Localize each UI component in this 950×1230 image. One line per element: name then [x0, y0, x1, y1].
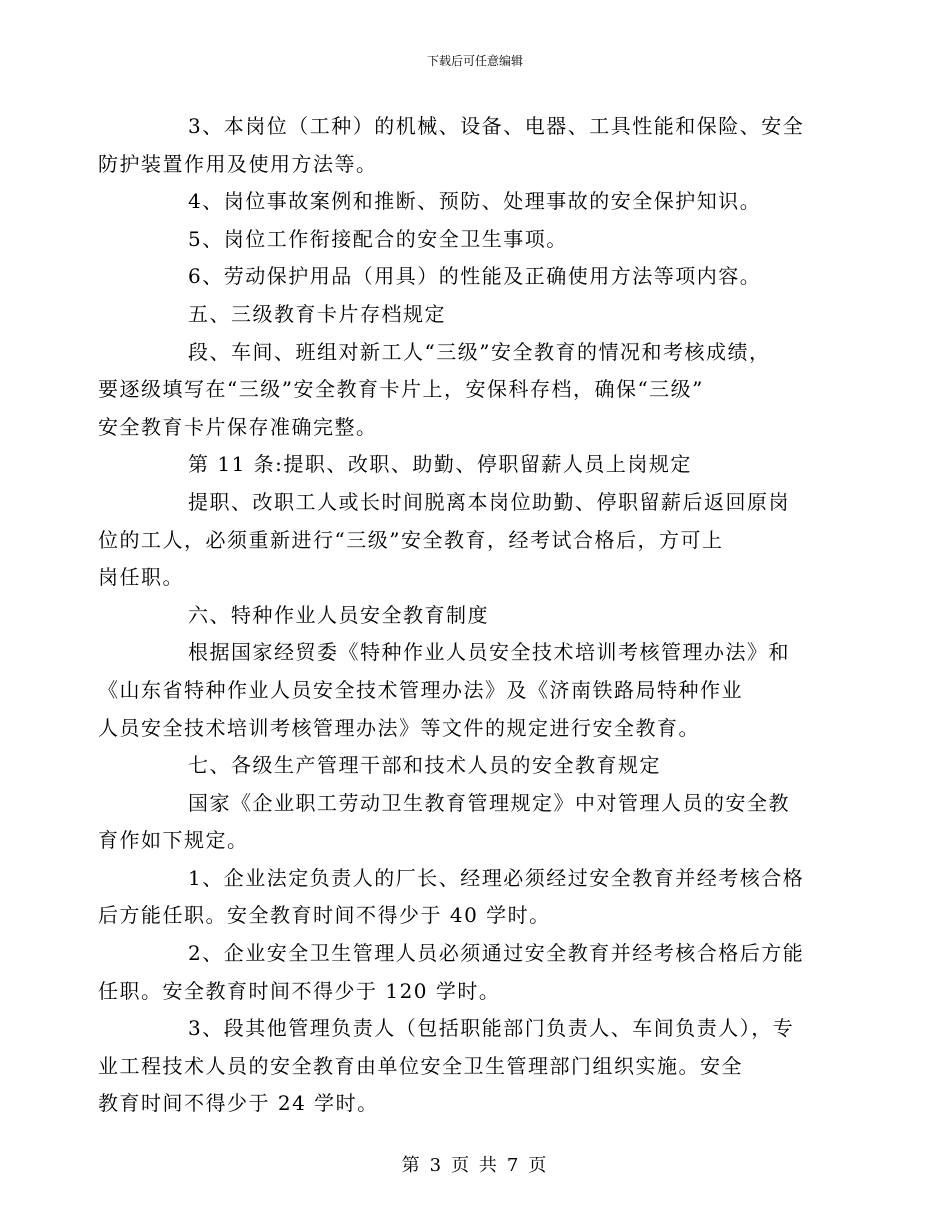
- page-prefix: 第: [401, 1155, 422, 1176]
- page-total: 7: [506, 1155, 521, 1176]
- paragraph: [143, 446, 807, 484]
- paragraph: [98, 935, 807, 1010]
- paragraph-line: 提职、改职工人或长时间脱离本岗位助勤、停职留薪后返回原岗: [188, 489, 790, 514]
- paragraph-line: 3、本岗位（工种）的机械、设备、电器、工具性能和保险、安全: [188, 114, 805, 138]
- paragraph-line: 防护装置作用及使用方法等。: [98, 151, 378, 176]
- paragraph: [98, 334, 807, 447]
- paragraph-line: 《山东省特种作业人员安全技术管理办法》及《济南铁路局特种作业: [98, 677, 743, 702]
- paragraph: [143, 597, 807, 635]
- paragraph-line: 任职。安全教育时间不得少于 120 学时。: [98, 978, 501, 1003]
- paragraph: [98, 108, 807, 183]
- paragraph: [98, 785, 807, 860]
- paragraph-line: 六、特种作业人员安全教育制度: [188, 602, 489, 627]
- paragraph-line: 3、段其他管理负责人（包括职能部门负责人、车间负责人），专: [188, 1016, 795, 1041]
- paragraph-line: 2、企业安全卫生管理人员必须通过安全教育并经考核合格后方能: [188, 941, 805, 966]
- paragraph-line: 业工程技术人员的安全教育由单位安全卫生管理部门组织实施。安全: [98, 1053, 743, 1078]
- paragraph-line: 人员安全技术培训考核管理办法》等文件的规定进行安全教育。: [98, 715, 700, 740]
- page-suffix: 页: [528, 1155, 549, 1176]
- paragraph: [98, 634, 807, 747]
- paragraph-line: 安全教育卡片保存准确完整。: [98, 414, 378, 439]
- paragraph-line: 岗任职。: [98, 565, 184, 590]
- page-middle: 页 共: [451, 1155, 499, 1176]
- paragraph-line: 要逐级填写在“三级”安全教育卡片上，安保科存档，确保“三级”: [98, 377, 704, 402]
- paragraph-line: 第 11 条:提职、改职、助勤、停职留薪人员上岗规定: [188, 452, 692, 477]
- paragraph: [143, 221, 807, 259]
- paragraph: [98, 860, 807, 935]
- paragraph-line: 国家《企业职工劳动卫生教育管理规定》中对管理人员的安全教: [188, 790, 790, 815]
- paragraph-line: 1、企业法定负责人的厂长、经理必须经过安全教育并经考核合格: [188, 865, 805, 890]
- paragraph: [98, 1010, 807, 1123]
- paragraph-line: 五、三级教育卡片存档规定: [188, 301, 446, 326]
- document-body: [98, 108, 807, 1123]
- paragraph: [143, 296, 807, 334]
- paragraph-line: 段、车间、班组对新工人“三级”安全教育的情况和考核成绩，: [188, 339, 771, 364]
- paragraph-line: 育作如下规定。: [98, 828, 249, 853]
- page-number-footer: [0, 1155, 950, 1177]
- paragraph-line: 4、岗位事故案例和推断、预防、处理事故的安全保护知识。: [188, 189, 762, 214]
- paragraph-line: 6、劳动保护用品（用具）的性能及正确使用方法等项内容。: [188, 264, 762, 289]
- paragraph-line: 位的工人，必须重新进行“三级”安全教育，经考试合格后，方可上: [98, 527, 724, 552]
- paragraph-line: 5、岗位工作衔接配合的安全卫生事项。: [188, 226, 568, 251]
- page-current: 3: [429, 1155, 444, 1176]
- paragraph: [98, 484, 807, 597]
- paragraph-line: 七、各级生产管理干部和技术人员的安全教育规定: [188, 753, 661, 778]
- paragraph: [143, 747, 807, 785]
- paragraph: [143, 258, 807, 296]
- paragraph: [143, 183, 807, 221]
- paragraph-line: 后方能任职。安全教育时间不得少于 40 学时。: [98, 903, 551, 928]
- paragraph-line: 教育时间不得少于 24 学时。: [98, 1091, 379, 1116]
- paragraph-line: 根据国家经贸委《特种作业人员安全技术培训考核管理办法》和: [188, 640, 790, 665]
- page-header-note: 下载后可任意编辑: [426, 54, 523, 68]
